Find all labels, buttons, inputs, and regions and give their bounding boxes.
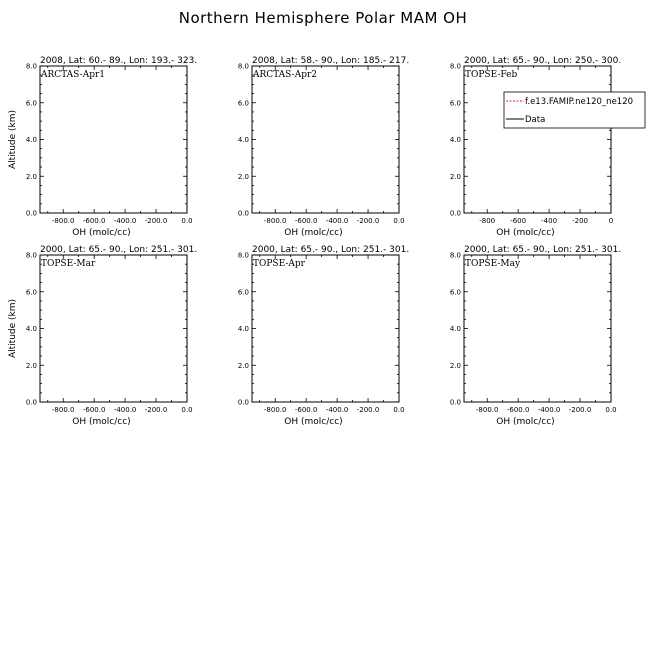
- legend-label: Data: [525, 115, 546, 125]
- plot-frame: [252, 66, 399, 213]
- y-tick-label: 8.0: [449, 251, 461, 260]
- x-tick-label: -400.0: [325, 406, 349, 414]
- y-tick-label: 4.0: [25, 136, 37, 144]
- panel-5: [238, 245, 409, 427]
- y-tick-label: 8.0: [237, 251, 249, 260]
- y-tick-label: 6.0: [237, 288, 249, 297]
- x-tick-label: 0.0: [605, 406, 617, 414]
- y-tick-label: 0.0: [449, 209, 461, 218]
- legend: [504, 92, 645, 128]
- x-tick-label: -800.0: [263, 217, 287, 225]
- plot-frame: [40, 255, 187, 402]
- x-tick-label: -800.0: [51, 217, 75, 225]
- panel-2: [238, 56, 409, 238]
- x-axis-label: OH (molc/cc): [72, 417, 131, 427]
- panel-header: 2000, Lat: 65.- 90., Lon: 250.- 300.: [464, 56, 622, 66]
- y-tick-label: 4.0: [237, 325, 249, 333]
- plot-frame: [464, 255, 611, 402]
- x-tick-label: -600.0: [294, 406, 318, 414]
- y-tick-label: 6.0: [449, 288, 461, 297]
- x-tick-label: -200.0: [568, 406, 592, 414]
- y-tick-label: 4.0: [449, 136, 461, 144]
- y-tick-label: 2.0: [449, 172, 461, 181]
- x-tick-label: -400: [541, 217, 558, 225]
- panel-inset-label: TOPSE-May: [465, 259, 521, 269]
- x-tick-label: -800: [479, 217, 496, 225]
- panel-3: [450, 56, 645, 238]
- panel-header: 2008, Lat: 60.- 89., Lon: 193.- 323.: [40, 56, 198, 66]
- x-tick-label: -600.0: [82, 406, 106, 414]
- x-tick-label: -400.0: [325, 217, 349, 225]
- x-axis-label: OH (molc/cc): [496, 417, 555, 427]
- y-tick-label: 2.0: [237, 361, 249, 370]
- panel-inset-label: TOPSE-Apr: [253, 259, 305, 269]
- x-tick-label: -200: [572, 217, 588, 225]
- y-tick-label: 0.0: [25, 209, 37, 218]
- y-tick-label: 4.0: [237, 136, 249, 144]
- x-tick-label: -200.0: [356, 406, 380, 414]
- y-tick-label: 2.0: [237, 172, 249, 181]
- panel-inset-label: ARCTAS-Apr2: [253, 70, 317, 80]
- plot-frame: [464, 66, 611, 213]
- x-tick-label: -600.0: [294, 217, 318, 225]
- y-tick-label: 8.0: [449, 62, 461, 71]
- x-tick-label: -600.0: [82, 217, 106, 225]
- x-tick-label: 0.0: [181, 406, 193, 414]
- panel-4: [8, 245, 197, 427]
- y-tick-label: 6.0: [449, 99, 461, 108]
- y-tick-label: 6.0: [237, 99, 249, 108]
- panel-inset-label: ARCTAS-Apr1: [41, 70, 105, 80]
- y-tick-label: 8.0: [25, 251, 37, 260]
- x-tick-label: 0.0: [181, 217, 193, 225]
- panel-inset-label: TOPSE-Feb: [465, 70, 518, 80]
- x-tick-label: -400.0: [537, 406, 561, 414]
- x-axis-label: OH (molc/cc): [284, 228, 343, 238]
- x-tick-label: -800.0: [475, 406, 499, 414]
- y-tick-label: 0.0: [237, 398, 249, 407]
- plot-frame: [40, 66, 187, 213]
- x-axis-label: OH (molc/cc): [284, 417, 343, 427]
- panel-6: [450, 245, 621, 427]
- plot-frame: [252, 255, 399, 402]
- y-tick-label: 6.0: [25, 288, 37, 297]
- y-axis-label: Altitude (km): [8, 109, 18, 170]
- panel-1: [8, 56, 197, 238]
- y-tick-label: 0.0: [237, 209, 249, 218]
- figure-title: Northern Hemisphere Polar MAM OH: [178, 9, 468, 27]
- panel-header: 2000, Lat: 65.- 90., Lon: 251.- 301.: [252, 245, 410, 255]
- y-tick-label: 4.0: [25, 325, 37, 333]
- x-tick-label: -600: [510, 217, 527, 225]
- y-tick-label: 0.0: [449, 398, 461, 407]
- y-tick-label: 4.0: [449, 325, 461, 333]
- panel-header: 2008, Lat: 58.- 90., Lon: 185.- 217.: [252, 56, 410, 66]
- x-tick-label: -200.0: [356, 217, 380, 225]
- y-tick-label: 8.0: [237, 62, 249, 71]
- x-tick-label: -800.0: [263, 406, 287, 414]
- y-tick-label: 2.0: [25, 361, 37, 370]
- x-tick-label: -400.0: [113, 217, 137, 225]
- y-tick-label: 2.0: [449, 361, 461, 370]
- y-tick-label: 2.0: [25, 172, 37, 181]
- y-tick-label: 0.0: [25, 398, 37, 407]
- x-tick-label: -600.0: [506, 406, 530, 414]
- panel-header: 2000, Lat: 65.- 90., Lon: 251.- 301.: [464, 245, 622, 255]
- x-axis-label: OH (molc/cc): [72, 228, 131, 238]
- x-axis-label: OH (molc/cc): [496, 228, 555, 238]
- x-tick-label: 0.0: [393, 217, 405, 225]
- x-tick-label: 0: [608, 217, 614, 225]
- x-tick-label: -400.0: [113, 406, 137, 414]
- y-axis-label: Altitude (km): [8, 298, 18, 359]
- panel-header: 2000, Lat: 65.- 90., Lon: 251.- 301.: [40, 245, 198, 255]
- x-tick-label: -200.0: [144, 217, 168, 225]
- y-tick-label: 8.0: [25, 62, 37, 71]
- panel-inset-label: TOPSE-Mar: [41, 259, 96, 269]
- legend-label: f.e13.FAMIP.ne120_ne120: [525, 97, 634, 107]
- x-tick-label: -200.0: [144, 406, 168, 414]
- x-tick-label: 0.0: [393, 406, 405, 414]
- y-tick-label: 6.0: [25, 99, 37, 108]
- x-tick-label: -800.0: [51, 406, 75, 414]
